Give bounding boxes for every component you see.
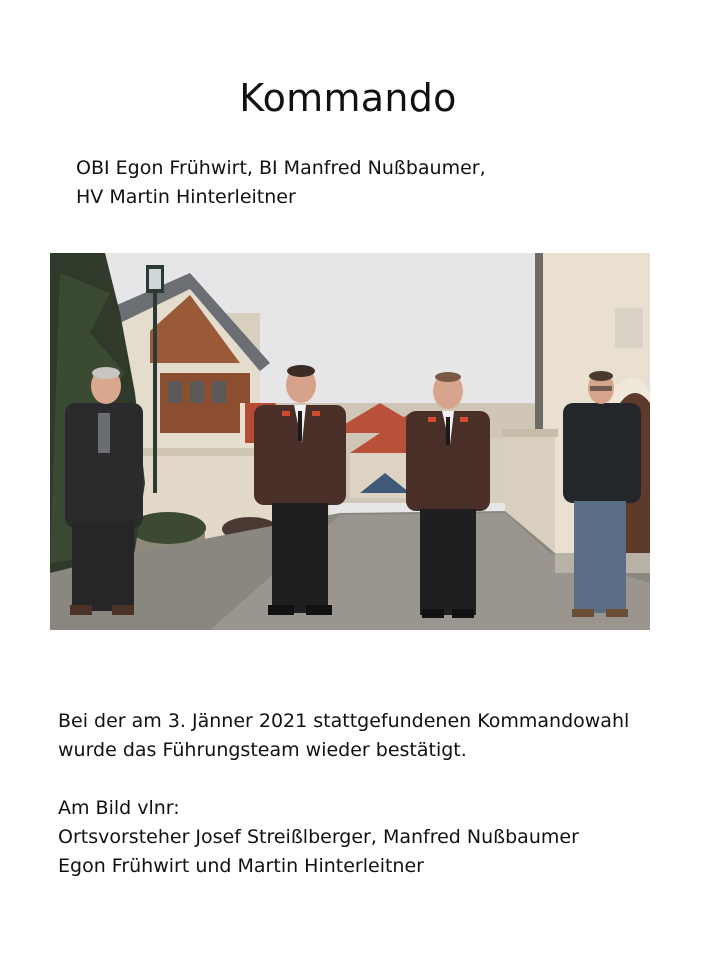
person-josef-streisslberger xyxy=(65,367,143,615)
page-title: Kommando xyxy=(239,76,457,120)
article-body xyxy=(58,707,698,881)
paragraph-spacer xyxy=(58,765,698,794)
caption-line-1: Ortsvorsteher Josef Streißlberger, Manfred Nußbaumer xyxy=(58,826,579,848)
body-line-1: Bei der am 3. Jänner 2021 stattgefundenen Kommandowahl xyxy=(58,710,630,732)
group-photo xyxy=(50,253,650,630)
subtitle-line-1: OBI Egon Frühwirt, BI Manfred Nußbaumer, xyxy=(76,157,486,179)
subtitle xyxy=(76,154,676,212)
body-line-2: wurde das Führungsteam wieder bestätigt. xyxy=(58,739,467,761)
caption-line-2: Egon Frühwirt und Martin Hinterleitner xyxy=(58,855,424,877)
subtitle-line-2: HV Martin Hinterleitner xyxy=(76,186,296,208)
caption-heading: Am Bild vlnr: xyxy=(58,797,180,819)
